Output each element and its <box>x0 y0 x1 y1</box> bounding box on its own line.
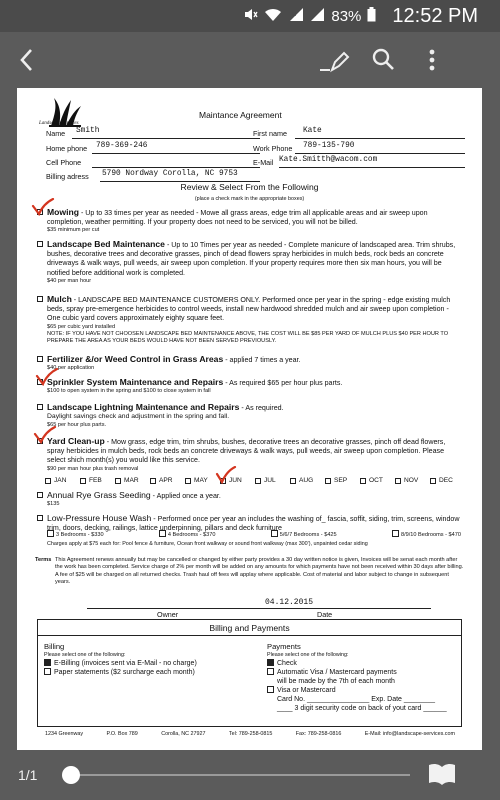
billing-payments-title: Billing and Payments <box>38 620 461 636</box>
billing-payments-box <box>37 619 462 727</box>
clock: 12:52 PM <box>392 5 478 27</box>
month-feb[interactable]: FEB <box>80 477 109 485</box>
fertilizer-checkbox[interactable] <box>37 356 43 362</box>
chevron-left-icon <box>14 46 40 74</box>
page-slider-track[interactable] <box>70 774 410 776</box>
month-jul[interactable]: JUL <box>255 477 284 485</box>
check-mark-sprinkler <box>35 368 59 386</box>
document-page[interactable] <box>17 88 482 750</box>
month-jan[interactable]: JAN <box>45 477 74 485</box>
email-value: Kate.Smitth@wacom.com <box>279 156 378 164</box>
month-sep[interactable]: SEP <box>325 477 354 485</box>
more-options-button[interactable] <box>418 46 446 74</box>
terms-section: Terms This Agreement renews annually but may be cancelled or changed by either party provides a 30 day written notice is given, Invoices will be senat each month after the work has been completed. Service charge of 2% per month will be added on any amounts for which payments have not been received within 30 days after billing. A fee of $25 will be charged on all returned checks. Trash haul off fees will applay where applicable. Cost of material and labor subject to change in subsequent years. <box>35 557 464 585</box>
service-house-wash: Low-Pressure House Wash - Performed once per year an includes the washing of_ fascia, soffit, siding, trim, screens, window trim, doors, decking, railings, lattice underpinning, pillars and deck furniture <box>47 513 461 533</box>
billing-address-value: 5790 Nordway Corolla, NC 9753 <box>102 170 238 178</box>
lighting-checkbox[interactable] <box>37 404 43 410</box>
battery-percent: 83% <box>331 8 362 25</box>
landscape-bed-checkbox[interactable] <box>37 241 43 247</box>
check-mark-yard-cleanup <box>33 426 57 444</box>
service-sprinkler: Sprinkler System Maintenance and Repairs - As required $65 per hour plus parts. $100 to open system in the spring and $100 to close system in fall <box>47 377 461 395</box>
month-nov[interactable]: NOV <box>395 477 424 485</box>
home-phone-field: Home phone 789-369-246 <box>46 144 87 153</box>
review-heading: Review & Select From the Following <box>180 182 319 192</box>
cell-phone-field: Cell Phone <box>46 158 81 167</box>
search-icon <box>370 46 398 74</box>
more-vertical-icon <box>418 46 446 74</box>
page-slider-thumb[interactable] <box>62 766 80 784</box>
card-payment-option[interactable]: Visa or Mastercard <box>267 686 457 695</box>
document-title: Maintance Agreement <box>199 110 282 120</box>
work-phone-value: 789-135-790 <box>303 142 355 150</box>
service-mulch: Mulch - LANDSCAPE BED MAINTENANCE CUSTOMERS ONLY. Performed once per year in the spring - edge existing mulch beds, spray pre-emergence herbicides to control weeds, install new hardwood shredded mulch and air sweep upon completion - One cubic yard covers approximately eighty square feet. $65 per cubic yard installed NOTE: IF YOU HAVE NOT CHOOSEN LANDSCAPE BED MAINTENANCE ABOVE, THE COST WILL BE $85 PER YARD OF MULCH PLUS $40 PER HOUR TO PREPARE THE AREA AS YOUR BEDS WOULD HAVE NOT BEEN SERVED PREVIOUSLY. <box>47 294 461 345</box>
check-mark-may <box>215 466 237 484</box>
service-fertilizer: Fertilizer &/or Weed Control in Grass Areas - applied 7 times a year. $40 per application <box>47 354 461 372</box>
wifi-icon <box>264 7 282 26</box>
service-lighting: Landscape Lightning Maintenance and Repairs - As required. Daylight savings check and adjustment in the spring and fall. $65 per hour plus parts. <box>47 402 461 429</box>
date-label: Date <box>317 610 333 619</box>
owner-label: Owner <box>157 610 179 619</box>
review-subheading: (place a check mark in the appropriate boxes) <box>194 196 305 202</box>
status-bar <box>0 0 500 32</box>
page-counter: 1/1 <box>18 767 38 783</box>
back-button[interactable] <box>14 46 40 74</box>
billing-column: Billing Please select one of the following: E-Billing (invoices sent via E-Mail - no charge) Paper statements ($2 surcharge each month) <box>44 642 234 677</box>
svg-text:R: R <box>292 12 297 18</box>
check-payment-option[interactable]: Check <box>267 659 457 668</box>
month-jun[interactable]: JUN <box>220 477 249 485</box>
signature-date-value: 04.12.2015 <box>265 598 314 607</box>
paper-statement-option[interactable]: Paper statements ($2 surcharge each month) <box>44 668 234 677</box>
service-rye-grass: Annual Rye Grass Seeding - Applied once a year. $135 <box>47 490 461 508</box>
name-field: Name Smith <box>46 129 65 138</box>
house-wash-checkbox[interactable] <box>37 515 43 521</box>
payments-column: Payments Please select one of the following: Check Automatic Visa / Mastercard payments will be made by the 7th of each month Visa or Mastercard Card No. ________________ Exp. Date ________ ____ 3 digit security code on back of yout card ______ <box>267 642 457 713</box>
month-oct[interactable]: OCT <box>360 477 389 485</box>
service-landscape-bed: Landscape Bed Maintenance - Up to 10 Times per year as needed - Complete manicure of landscaped area. Trim shrubs, bushes, decorative trees and decorative grasses, pinch of dead flowers spray herbicides in mulch beds, rock beds an concrete driveways & walk ways, pull weeds, air sweep upon completion. If your property requires more then six man hours, you will be notified before additional work is completed. $40 per man hour <box>47 239 461 285</box>
check-mark-mowing <box>31 198 55 216</box>
month-aug[interactable]: AUG <box>290 477 319 485</box>
extra-charges: Charges apply at $75 each for: Pool fence & furniture, Ocean front walkway or sound front walkway (max 300'), unpainted cedar siding <box>47 541 368 547</box>
name-value: Smith <box>76 127 100 135</box>
rye-grass-checkbox[interactable] <box>37 492 43 498</box>
auto-payment-option[interactable]: Automatic Visa / Mastercard payments <box>267 668 457 677</box>
pen-icon <box>318 46 352 74</box>
first-name-field: First name Kate <box>253 129 287 138</box>
house-option-8910[interactable]: 8/9/10 Bedrooms - $470 <box>392 530 461 539</box>
month-selector <box>45 477 465 485</box>
mulch-checkbox[interactable] <box>37 296 43 302</box>
card-number-row: Card No. ________________ Exp. Date ________ <box>277 696 436 704</box>
first-name-value: Kate <box>303 127 322 135</box>
signal-r-icon <box>288 7 304 26</box>
service-yard-cleanup: Yard Clean-up - Mow grass, edge trim, trim shrubs, bushes, decorative trees an decorative grasses, pinch off dead flowers, spray herbicides in mulch beds, rock beds an concrete driveways & walk ways, pull weeds, air sweep upon completion. Please select shich month(s) you would like this service. $90 per man hour plus trash removal <box>47 436 461 473</box>
month-dec[interactable]: DEC <box>430 477 459 485</box>
month-may[interactable]: MAY <box>185 477 214 485</box>
book-view-icon[interactable] <box>428 762 456 786</box>
month-apr[interactable]: APR <box>150 477 179 485</box>
security-code-row: ____ 3 digit security code on back of yout card ______ <box>277 705 447 713</box>
signature-line <box>87 608 431 609</box>
battery-icon <box>367 7 376 26</box>
house-option-567[interactable]: 5/6/7 Bedrooms - $425 <box>271 530 337 539</box>
logo-text: Landscape Services <box>39 121 79 126</box>
pen-button[interactable] <box>318 46 346 74</box>
search-button[interactable] <box>370 46 398 74</box>
document-footer: 1234 Greenway P.O. Box 789 Corolla, NC 27927 Tel: 789-258-0815 Fax: 789-258-0816 E-Mail: info@landscape-services.com <box>45 731 455 737</box>
signal-icon <box>310 7 325 26</box>
page-navigation-bar <box>0 750 500 800</box>
month-mar[interactable]: MAR <box>115 477 144 485</box>
billing-address-field: Billing adress 5790 Nordway Corolla, NC 9753 <box>46 172 89 181</box>
work-phone-field: Work Phone 789-135-790 <box>253 144 292 153</box>
house-size-options <box>47 530 461 539</box>
viewer-toolbar <box>0 32 500 88</box>
email-field: E-Mail Kate.Smitth@wacom.com <box>253 158 273 167</box>
home-phone-value: 789-369-246 <box>96 142 148 150</box>
mute-icon <box>243 7 258 26</box>
house-option-4[interactable]: 4 Bedrooms - $370 <box>159 530 216 539</box>
house-option-3[interactable]: 3 Bedrooms - $330 <box>47 530 104 539</box>
service-mowing: Mowing - Up to 33 times per year as needed - Mowe all grass areas, edge trim all applicable areas and air sweep upon completion, weather permitting. If your property does not need to be serviced, you will not be billed. $35 minimum per cut <box>47 207 461 235</box>
ebilling-option[interactable]: E-Billing (invoices sent via E-Mail - no charge) <box>44 659 234 668</box>
